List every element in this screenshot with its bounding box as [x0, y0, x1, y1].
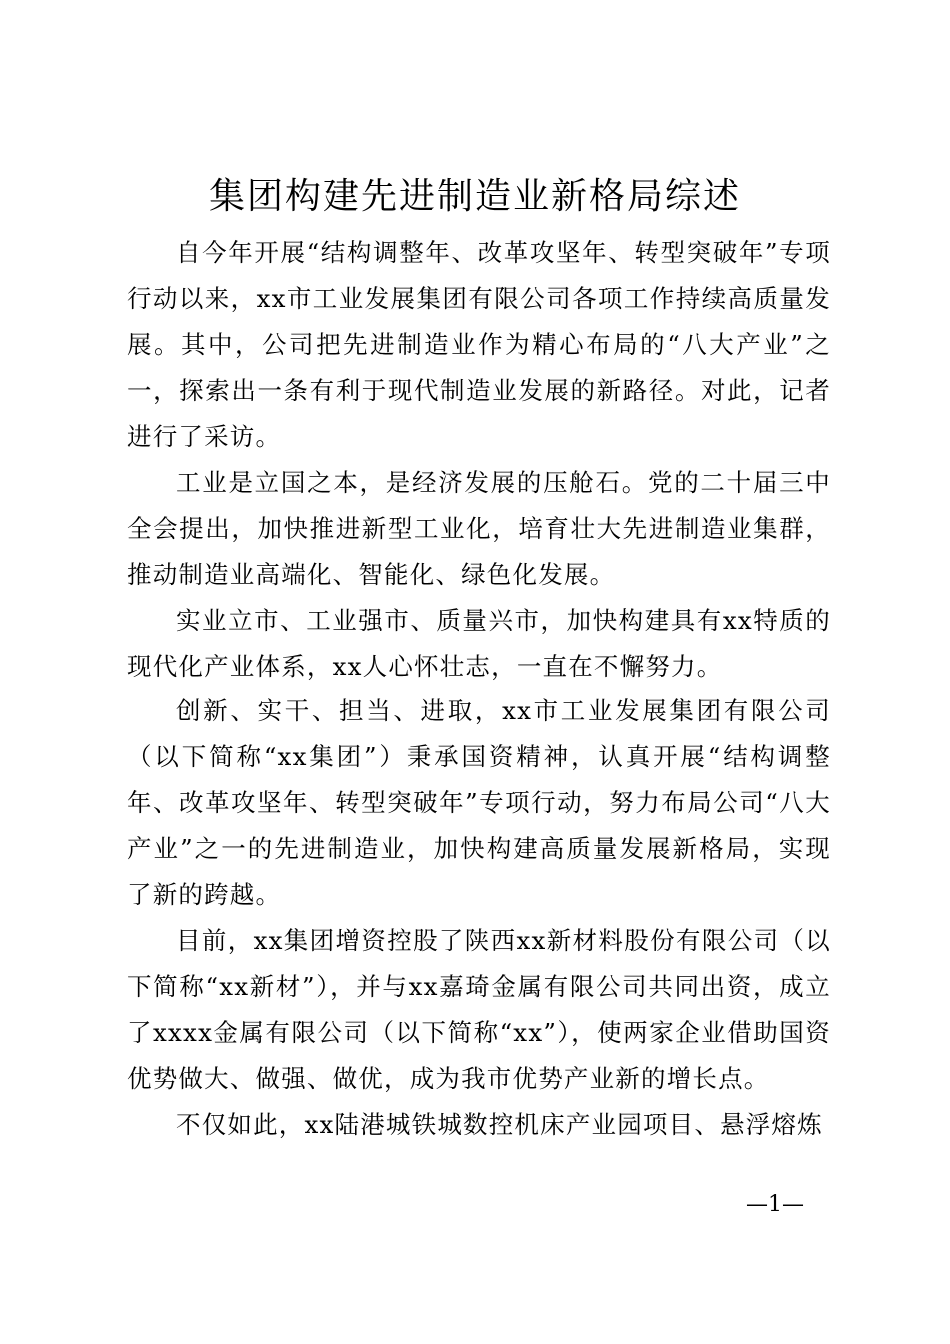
paragraph-2: 工业是立国之本，是经济发展的压舱石。党的二十届三中全会提出，加快推进新型工业化，培育壮大先进制造业集群，推动制造业高端化、智能化、绿色化发展。 [127, 468, 831, 589]
page-number: —1— [746, 1192, 804, 1217]
paragraph-4: 创新、实干、担当、进取，xx市工业发展集团有限公司（以下简称“xx集团”）秉承国资精神，认真开展“结构调整年、改革攻坚年、转型突破年”专项行动，努力布局公司“八大产业”之一的先进制造业，加快构建高质量发展新格局，实现了新的跨越。 [127, 696, 831, 909]
document-title: 集团构建先进制造业新格局综述 [208, 176, 741, 217]
paragraph-3: 实业立市、工业强市、质量兴市，加快构建具有xx特质的现代化产业体系，xx人心怀壮志，一直在不懈努力。 [127, 606, 831, 681]
paragraph-1: 自今年开展“结构调整年、改革攻坚年、转型突破年”专项行动以来，xx市工业发展集团有限公司各项工作持续高质量发展。其中，公司把先进制造业作为精心布局的“八大产业”之一，探索出一条有利于现代制造业发展的新路径。对此，记者进行了采访。 [127, 238, 831, 451]
paragraph-6: 不仅如此，xx陆港城铁城数控机床产业园项目、悬浮熔炼 [176, 1110, 823, 1139]
paragraph-5: 目前，xx集团增资控股了陕西xx新材料股份有限公司（以下简称“xx新材”），并与xx嘉琦金属有限公司共同出资，成立了xxxx金属有限公司（以下简称“xx”），使两家企业借助国资优势做大、做强、做优，成为我市优势产业新的增长点。 [127, 926, 831, 1093]
